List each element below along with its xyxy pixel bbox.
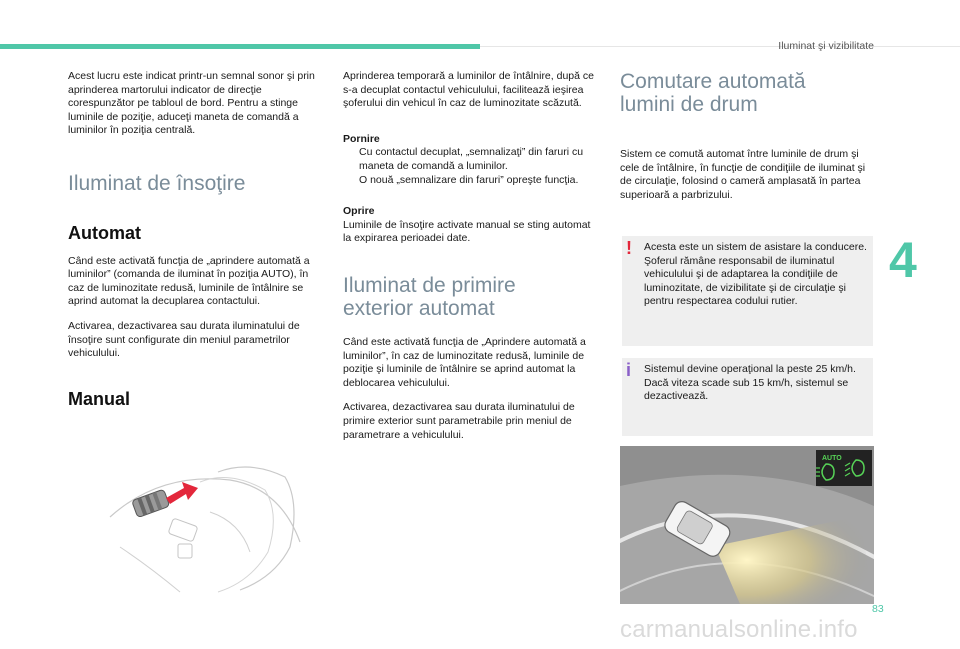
intro-paragraph: Acest lucru este indicat printr-un semnal sonor şi prin aprinderea martorului indicator de direcţie corespunzător pe tabloul de bord. Pentru a stinge luminile de poziţie, aduceţi maneta de comandă a luminilor în poziţia centrală. (68, 70, 315, 137)
heading-automat: Automat (68, 222, 141, 243)
comutare-paragraph: Sistem ce comută automat între luminile de drum şi cele de întâlnire, în funcţie de condiţiile de iluminat şi de circulaţie, folosind o cameră amplasată în partea superioară a parbrizului. (620, 148, 866, 201)
info-text: Sistemul devine operaţional la peste 25 km/h. Dacă viteza scade sub 15 km/h, sistemul se dezactivează. (644, 363, 856, 403)
bullet-marker (343, 174, 353, 188)
warning-box (622, 236, 873, 346)
page-number: 83 (872, 603, 884, 615)
pornire-label: Pornire (343, 132, 380, 145)
info-box (622, 358, 873, 436)
warning-icon: ! (626, 238, 632, 258)
left-column (68, 70, 320, 409)
pornire-item-2: O nouă „semnalizare din faruri” opreşte funcţia. (359, 173, 579, 186)
list-item (343, 174, 595, 188)
bullet-marker (343, 146, 353, 173)
automat-paragraph-2: Activarea, dezactivarea sau durata iluminatului de însoţire sunt configurate din meniul parametrilor vehiculului. (68, 319, 300, 360)
top-accent-bar (0, 44, 480, 49)
temporary-lights-paragraph: Aprinderea temporară a luminilor de întâlnire, după ce s-a decuplat contactul vehiculului, facilitează ieşirea şoferului din vehicul în caz de luminozitate scăzută. (343, 70, 594, 110)
watermark: carmanualsonline.info (620, 616, 858, 643)
auto-high-beam-illustration (620, 446, 874, 604)
oprire-label: Oprire (343, 205, 375, 218)
right-column (620, 70, 875, 202)
primire-paragraph-1: Când este activată funcţia de „Aprindere automată a luminilor”, în caz de luminozitate redusă, luminile de poziţie şi luminile de întâlnire se aprind automat la deblocarea vehiculului. (343, 335, 586, 389)
middle-column (343, 70, 595, 442)
section-title: Iluminat şi vizibilitate (778, 40, 874, 52)
heading-iluminat-insotire: Iluminat de însoţire (68, 171, 246, 195)
heading-manual: Manual (68, 388, 131, 409)
info-icon: i (626, 360, 632, 380)
light-stalk-illustration (100, 452, 320, 594)
automat-paragraph-1: Când este activată funcţia de „aprindere automată a luminilor” (comanda de iluminat în poziţia AUTO), în caz de luminozitate redusă, luminile de întâlnire se aprind automat la decuplarea contactului. (68, 254, 310, 308)
chapter-number: 4 (889, 232, 917, 288)
warning-text: Acesta este un sistem de asistare la conducere. Şoferul rămâne responsabil de iluminatul vehiculului şi de adaptarea la condiţiile de luminozitate, de vizibilitate şi de circulaţie şi pentru respectarea codului rutier. (644, 241, 867, 308)
top-divider (480, 46, 960, 47)
primire-paragraph-2: Activarea, dezactivarea sau durata iluminatului de primire exterior sunt parametrabile prin meniul de parametrare a vehiculului. (343, 401, 575, 441)
heading-comutare: Comutare automată lumini de drum (620, 70, 806, 116)
heading-iluminat-primire: Iluminat de primire exterior automat (343, 273, 516, 320)
auto-label: AUTO (822, 455, 842, 462)
pornire-item-1: Cu contactul decuplat, „semnalizaţi” din faruri cu maneta de comandă a luminilor. (359, 146, 584, 172)
oprire-text: Luminile de însoţire activate manual se sting automat la expirarea perioadei date. (343, 218, 591, 245)
list-item (343, 146, 595, 173)
